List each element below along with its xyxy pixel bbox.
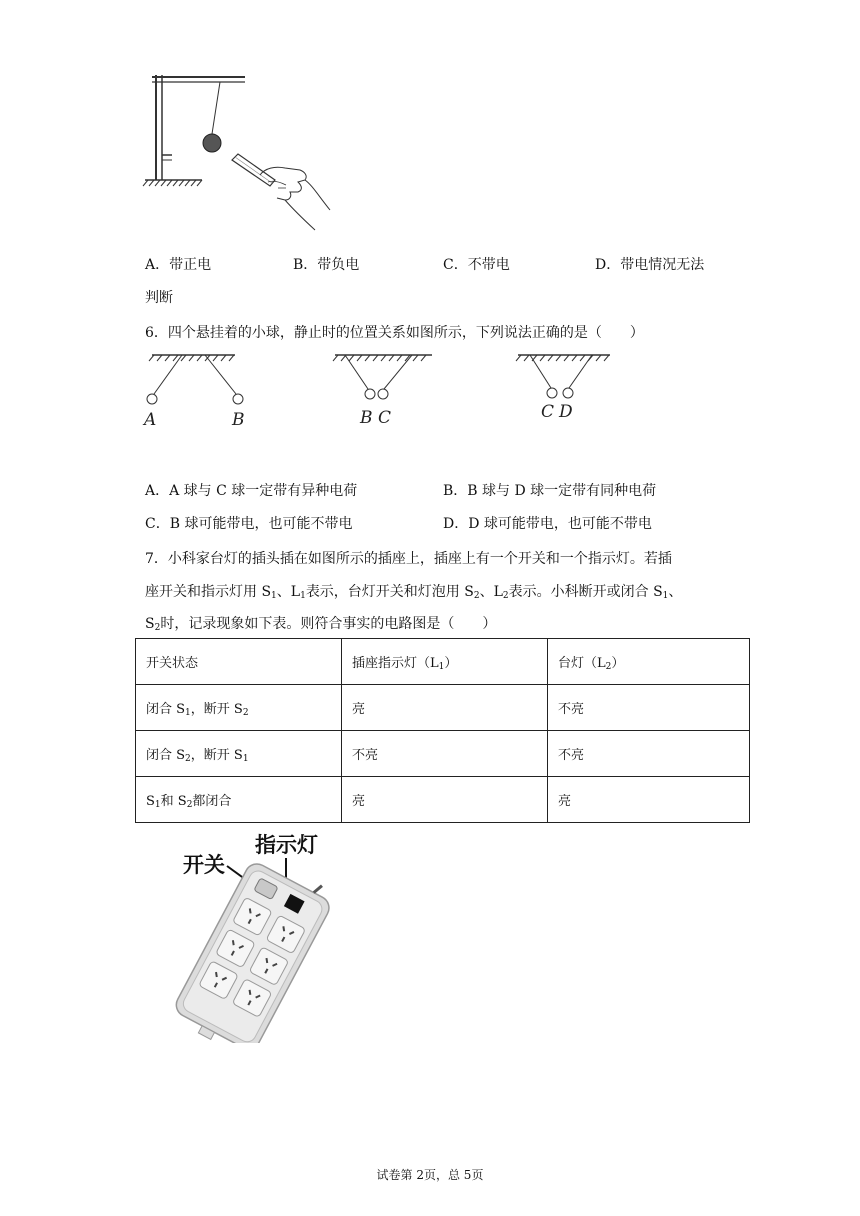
q6-option-d[interactable]: D．D 球可能带电，也可能不带电 xyxy=(443,516,652,532)
table-cell: 亮 xyxy=(548,777,750,823)
table-row xyxy=(136,777,750,823)
table-cell: 闭合 $S_1$，断开 $S_2$ xyxy=(136,685,342,731)
q5-option-d-continuation: 判断 xyxy=(145,290,173,306)
ball-label: C xyxy=(541,402,555,422)
ball-label: C xyxy=(378,408,392,428)
q5-option-b[interactable]: B．带负电 xyxy=(293,257,360,273)
q5-option-a[interactable]: A．带正电 xyxy=(145,257,212,273)
table-header-cell: 插座指示灯$(L_1)$ xyxy=(342,639,548,685)
table-cell: 亮 xyxy=(342,777,548,823)
q7-stem-line3: $S_2$时，记录现象如下表。则符合事实的电路图是（ ） xyxy=(145,616,497,633)
q7-stem-line1: 7．小科家台灯的插头插在如图所示的插座上，插座上有一个开关和一个指示灯。若插 xyxy=(145,551,672,567)
ball-label: D xyxy=(559,402,573,422)
charged-ball-figure xyxy=(140,70,340,235)
q5-option-d[interactable]: D．带电情况无法 xyxy=(595,257,705,273)
ball-label: B xyxy=(232,410,245,430)
table-cell: $S_1$和 $S_2$都闭合 xyxy=(136,777,342,823)
table-header-cell: 台灯$(L_2)$ xyxy=(548,639,750,685)
switch-label: 开关 xyxy=(183,854,225,877)
suspended-balls-figure xyxy=(140,345,620,435)
table-cell: 不亮 xyxy=(342,731,548,777)
table-header-cell: 开关状态 xyxy=(136,639,342,685)
q6-stem: 6．四个悬挂着的小球，静止时的位置关系如图所示，下列说法正确的是（ ） xyxy=(145,325,644,341)
page-footer: 试卷第 2页，总 5页 xyxy=(376,1168,484,1182)
q6-option-a[interactable]: A．A 球与 C 球一定带有异种电荷 xyxy=(145,483,358,499)
ball-label: A xyxy=(144,410,157,430)
table-row xyxy=(136,731,750,777)
ball-label: B xyxy=(360,408,373,428)
table-row xyxy=(136,685,750,731)
table-cell: 不亮 xyxy=(548,685,750,731)
table-cell: 亮 xyxy=(342,685,548,731)
q7-stem-line2: 座开关和指示灯用 $S_1$、$L_1$表示，台灯开关和灯泡用 $S_2$、$L_2$表示。小科断开或闭合 $S_1$、 xyxy=(145,584,683,601)
table-cell: 不亮 xyxy=(548,731,750,777)
q5-option-c[interactable]: C．不带电 xyxy=(443,257,510,273)
switch-state-table xyxy=(135,638,750,823)
indicator-label: 指示灯 xyxy=(255,834,318,857)
table-cell: 闭合 $S_2$，断开 $S_1$ xyxy=(136,731,342,777)
table-header-row xyxy=(136,639,750,685)
q6-option-b[interactable]: B．B 球与 D 球一定带有同种电荷 xyxy=(443,483,657,499)
power-strip-figure xyxy=(155,828,355,1043)
q6-option-c[interactable]: C．B 球可能带电，也可能不带电 xyxy=(145,516,353,532)
